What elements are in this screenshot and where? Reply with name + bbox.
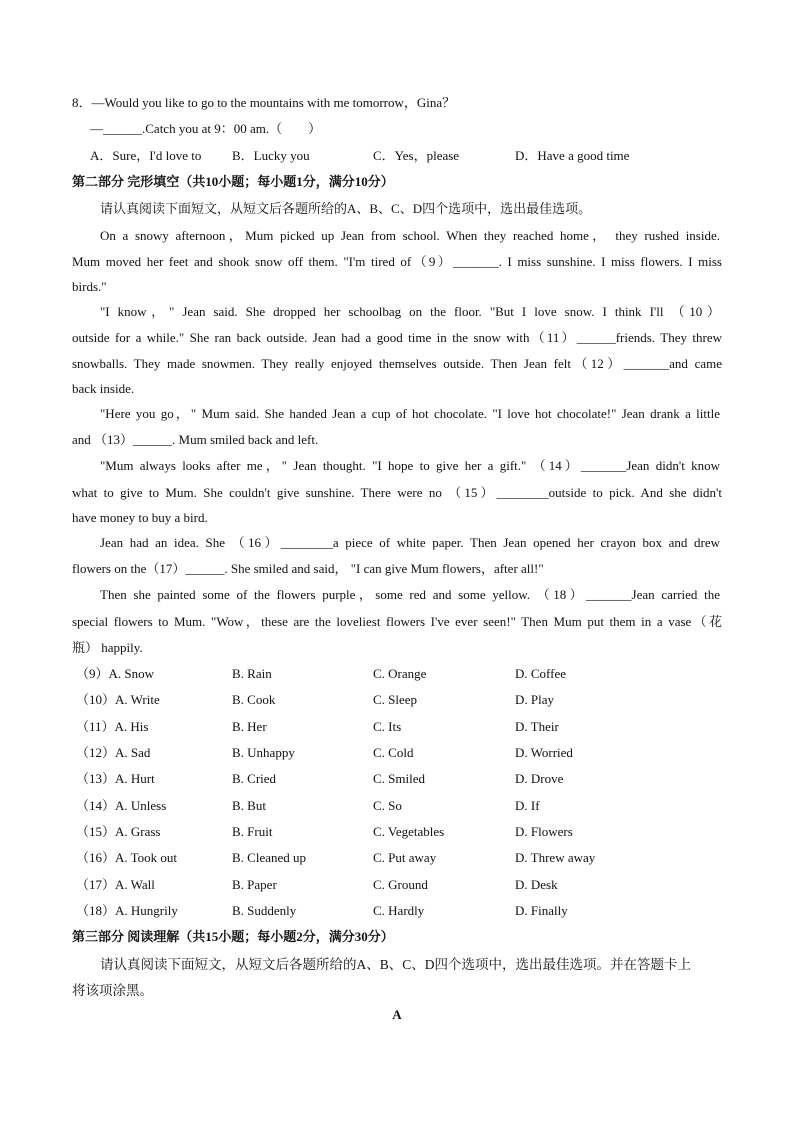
- option-14-d: D. If: [515, 798, 540, 813]
- option-15-a: （15）A. Grass: [76, 824, 161, 839]
- passage-line: "Here you go，" Mum said. She handed Jean a cup of hot chocolate. "I love hot chocolate!" Jean drank a little: [100, 406, 720, 421]
- option-16-b: B. Cleaned up: [232, 850, 307, 865]
- option-11-d: D. Their: [515, 719, 559, 734]
- option-18-a: （18）A. Hungrily: [76, 903, 178, 918]
- option-18-d: D. Finally: [515, 903, 568, 918]
- q8-option-a: A．Sure，I'd love to: [90, 148, 202, 163]
- option-9-b: B. Rain: [232, 666, 272, 681]
- option-12-c: C. Cold: [373, 745, 414, 760]
- part2-instruction: 请认真阅读下面短文，从短文后各题所给的A、B、C、D四个选项中，选出最佳选项。: [100, 201, 592, 216]
- passage-line: and （13）______. Mum smiled back and left.: [72, 432, 319, 447]
- passage-line: snowballs. They made snowmen. They really enjoyed themselves outside. Then Jean felt（12）_______and came: [72, 356, 722, 371]
- passage-line: back inside.: [72, 381, 135, 396]
- part3-heading: 第三部分 阅读理解（共15小题；每小题2分，满分30分）: [72, 929, 394, 944]
- option-12-a: （12）A. Sad: [76, 745, 151, 760]
- passage-line: special flowers to Mum. "Wow，these are the loveliest flowers I've ever seen!" Then Mum put them in a vase（花: [72, 614, 722, 629]
- option-11-b: B. Her: [232, 719, 267, 734]
- option-9-d: D. Coffee: [515, 666, 567, 681]
- option-16-a: （16）A. Took out: [76, 850, 178, 865]
- q8-option-c: C．Yes，please: [373, 148, 460, 163]
- option-17-b: B. Paper: [232, 877, 277, 892]
- q8-option-b: B．Lucky you: [232, 148, 310, 163]
- passage-line: what to give to Mum. She couldn't give sunshine. There were no （15）________outside to pick. And she didn't: [72, 485, 722, 500]
- passage-line: outside for a while." She ran back outside. Jean had a good time in the snow with（11）______friends. They threw: [72, 330, 722, 345]
- option-17-a: （17）A. Wall: [76, 877, 155, 892]
- passage-line: Then she painted some of the flowers purple，some red and some yellow. （18）_______Jean carried the: [100, 587, 720, 602]
- passage-line: have money to buy a bird.: [72, 510, 208, 525]
- option-15-d: D. Flowers: [515, 824, 573, 839]
- passage-line: Mum moved her feet and shook snow off them. "I'm tired of（9）_______. I miss sunshine. I miss flowers. I miss: [72, 254, 722, 269]
- option-10-d: D. Play: [515, 692, 554, 707]
- passage-line: On a snowy afternoon，Mum picked up Jean from school. When they reached home， they rushed inside.: [100, 228, 720, 243]
- option-9-a: （9）A. Snow: [76, 666, 155, 681]
- passage-line: flowers on the（17）______. She smiled and said， "I can give Mum flowers，after all!": [72, 561, 544, 576]
- part3-instruction-line2: 将该项涂黑。: [72, 983, 153, 998]
- option-11-a: （11）A. His: [76, 719, 149, 734]
- option-16-d: D. Threw away: [515, 850, 596, 865]
- part3-instruction-line1: 请认真阅读下面短文，从短文后各题所给的A、B、C、D四个选项中，选出最佳选项。并在答题卡上: [100, 957, 692, 972]
- option-13-b: B. Cried: [232, 771, 277, 786]
- option-10-c: C. Sleep: [373, 692, 418, 707]
- q8-question: 8．—Would you like to go to the mountains with me tomorrow，Gina？: [72, 95, 456, 110]
- option-15-c: C. Vegetables: [373, 824, 445, 839]
- option-12-b: B. Unhappy: [232, 745, 295, 760]
- option-18-c: C. Hardly: [373, 903, 425, 918]
- option-13-d: D. Drove: [515, 771, 564, 786]
- passage-line: "I know，" Jean said. She dropped her schoolbag on the floor. "But I love snow. I think I'll （10）: [100, 304, 720, 319]
- option-14-a: （14）A. Unless: [76, 798, 167, 813]
- option-14-c: C. So: [373, 798, 402, 813]
- option-17-c: C. Ground: [373, 877, 428, 892]
- q8-answer-line: —______.Catch you at 9：00 am.（ ）: [90, 121, 322, 136]
- option-11-c: C. Its: [373, 719, 402, 734]
- passage-line: birds.": [72, 279, 107, 294]
- section-label: A: [392, 1007, 402, 1022]
- option-16-c: C. Put away: [373, 850, 437, 865]
- passage-line: "Mum always looks after me，" Jean thought. "I hope to give her a gift." （14）_______Jean didn't know: [100, 458, 720, 473]
- passage-line: Jean had an idea. She （16）________a piece of white paper. Then Jean opened her crayon box and drew: [100, 535, 720, 550]
- option-18-b: B. Suddenly: [232, 903, 297, 918]
- option-13-c: C. Smiled: [373, 771, 426, 786]
- option-10-b: B. Cook: [232, 692, 276, 707]
- option-13-a: （13）A. Hurt: [76, 771, 155, 786]
- part2-heading: 第二部分 完形填空（共10小题；每小题1分，满分10分）: [72, 174, 394, 189]
- option-10-a: （10）A. Write: [76, 692, 160, 707]
- q8-option-d: D．Have a good time: [515, 148, 630, 163]
- option-9-c: C. Orange: [373, 666, 427, 681]
- option-15-b: B. Fruit: [232, 824, 273, 839]
- option-12-d: D. Worried: [515, 745, 573, 760]
- passage-line: 瓶） happily.: [72, 640, 143, 655]
- option-14-b: B. But: [232, 798, 266, 813]
- option-17-d: D. Desk: [515, 877, 558, 892]
